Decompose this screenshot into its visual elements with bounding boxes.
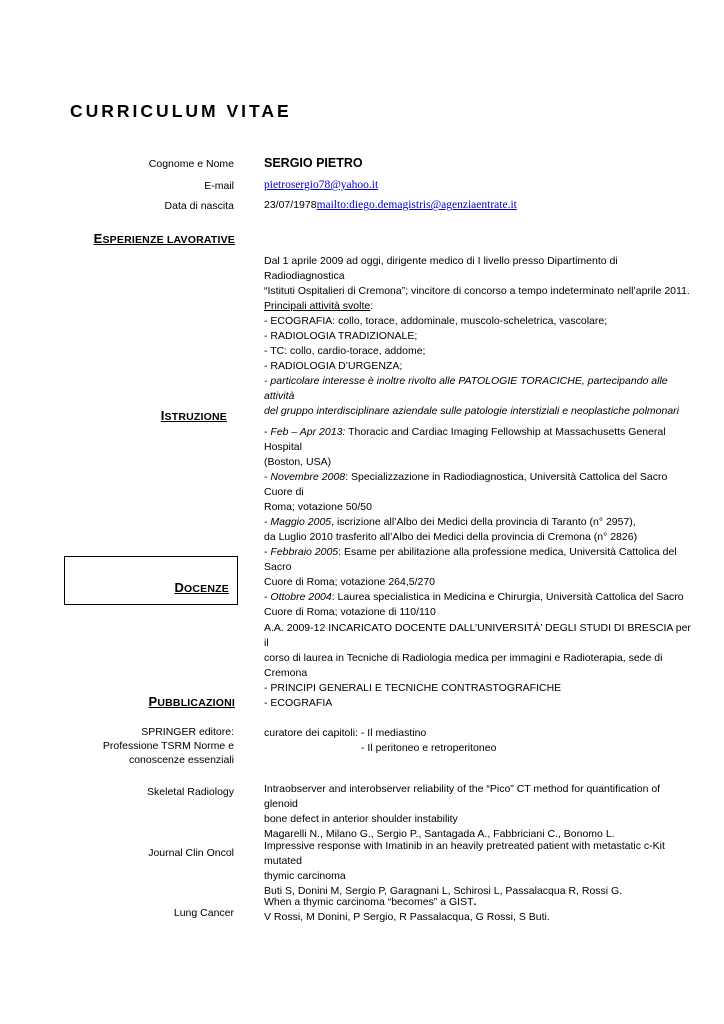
experience-line: “Istituti Ospitalieri di Cremona”; vincitore di concorso a tempo indeterminato nell’aprile 2011. — [264, 285, 690, 297]
experience-block — [264, 254, 694, 419]
publication-title: When a thymic carcinoma “becomes” a GIST. — [264, 896, 477, 908]
springer-line: curatore dei capitoli: - Il mediastino — [264, 727, 427, 739]
email-label: E-mail — [204, 180, 234, 192]
publication-entry — [264, 839, 694, 899]
teaching-block — [264, 621, 694, 711]
publication-entry — [264, 895, 694, 925]
education-item: - Maggio 2005, iscrizione all’Albo dei Medici della provincia di Taranto (n° 2957), — [264, 516, 636, 528]
education-item-cont: (Boston, USA) — [264, 456, 332, 468]
publication-title: Impressive response with Imatinib in an heavily pretreated patient with metastatic c-Kit mutated — [264, 840, 665, 867]
education-item: - Febbraio 2005: Esame per abilitazione alla professione medica, Università Cattolica del Sacro — [264, 546, 677, 573]
interest-line: del gruppo interdisciplinare aziendale sulle patologie interstiziali e neoplastiche polmonari — [264, 405, 680, 417]
birth-row — [264, 198, 517, 213]
journal-label: Skeletal Radiology — [147, 786, 234, 798]
springer-block — [264, 726, 694, 756]
journal-label: Journal Clin Oncol — [148, 847, 234, 859]
mailto-link[interactable]: mailto:diego.demagistris@agenziaentrate.it — [316, 199, 517, 211]
publication-title: bone defect in anterior shoulder instability — [264, 813, 458, 825]
education-item-cont: Roma; votazione 50/50 — [264, 501, 372, 513]
publication-title: Intraobserver and interobserver reliability of the “Pico” CT method for quantification of glenoid — [264, 783, 661, 810]
education-item: - Novembre 2008: Specializzazione in Radiodiagnostica, Università Cattolica del Sacro Cuore di — [264, 471, 668, 498]
section-heading-teaching: DOCENZE — [174, 580, 229, 595]
experience-line: Dal 1 aprile 2009 ad oggi, dirigente medico di I livello presso Dipartimento di Radiodiagnostica — [264, 255, 618, 282]
section-heading-experience: ESPERIENZE LAVORATIVE — [93, 231, 235, 246]
education-item: - Ottobre 2004: Laurea specialistica in Medicina e Chirurgia, Università Cattolica del Sacro — [264, 591, 684, 603]
teaching-line: corso di laurea in Tecniche di Radiologia medica per immagini e Radioterapia, sede di Cremona — [264, 652, 663, 679]
education-item-cont: Cuore di Roma; votazione di 110/110 — [264, 606, 436, 618]
activity-item: - ECOGRAFIA: collo, torace, addominale, muscolo-scheletrica, vascolare; — [264, 315, 608, 327]
activities-title: Principali attività svolte: — [264, 300, 374, 312]
interest-line: - particolare interesse è inoltre rivolto alle PATOLOGIE TORACICHE, partecipando alle attività — [264, 375, 668, 402]
publication-authors: V Rossi, M Donini, P Sergio, R Passalacqua, G Rossi, S Buti. — [264, 911, 550, 923]
education-item-cont: Cuore di Roma; votazione 264,5/270 — [264, 576, 436, 588]
section-heading-education: ISTRUZIONE — [160, 408, 227, 423]
teaching-line: A.A. 2009-12 INCARICATO DOCENTE DALL’UNIVERSITÀ’ DEGLI STUDI DI BRESCIA per il — [264, 622, 691, 649]
springer-label: SPRINGER editore: Professione TSRM Norme e conoscenze essenziali — [102, 726, 234, 766]
education-item: - Feb – Apr 2013: Thoracic and Cardiac Imaging Fellowship at Massachusetts General Hospital — [264, 426, 666, 453]
activity-item: - RADIOLOGIA D’URGENZA; — [264, 360, 403, 372]
teaching-line: - ECOGRAFIA — [264, 697, 333, 709]
birth-label: Data di nascita — [164, 200, 234, 212]
publication-entry — [264, 782, 694, 842]
springer-line: - Il peritoneo e retroperitoneo — [361, 742, 497, 754]
publication-authors: Buti S, Donini M, Sergio P, Garagnani L, Schirosi L, Passalacqua R, Rossi G. — [264, 885, 623, 897]
name-value: SERGIO PIETRO — [264, 156, 363, 170]
education-block — [264, 425, 694, 620]
publication-title: thymic carcinoma — [264, 870, 346, 882]
document-title: CURRICULUM VITAE — [70, 101, 292, 121]
education-item-cont: da Luglio 2010 trasferito all’Albo dei Medici della provincia di Cremona (n° 2826) — [264, 531, 638, 543]
activity-item: - TC: collo, cardio-torace, addome; — [264, 345, 426, 357]
birth-date: 23/07/1978 — [264, 199, 317, 211]
activity-item: - RADIOLOGIA TRADIZIONALE; — [264, 330, 418, 342]
journal-label: Lung Cancer — [173, 907, 234, 919]
section-heading-publications: PUBBLICAZIONI — [148, 694, 235, 709]
publication-authors: Magarelli N., Milano G., Sergio P., Santagada A., Fabbriciani C., Bonomo L. — [264, 828, 615, 840]
teaching-line: - PRINCIPI GENERALI E TECNICHE CONTRASTOGRAFICHE — [264, 682, 562, 694]
email-link[interactable]: pietrosergio78@yahoo.it — [264, 179, 379, 191]
name-label: Cognome e Nome — [148, 158, 234, 170]
